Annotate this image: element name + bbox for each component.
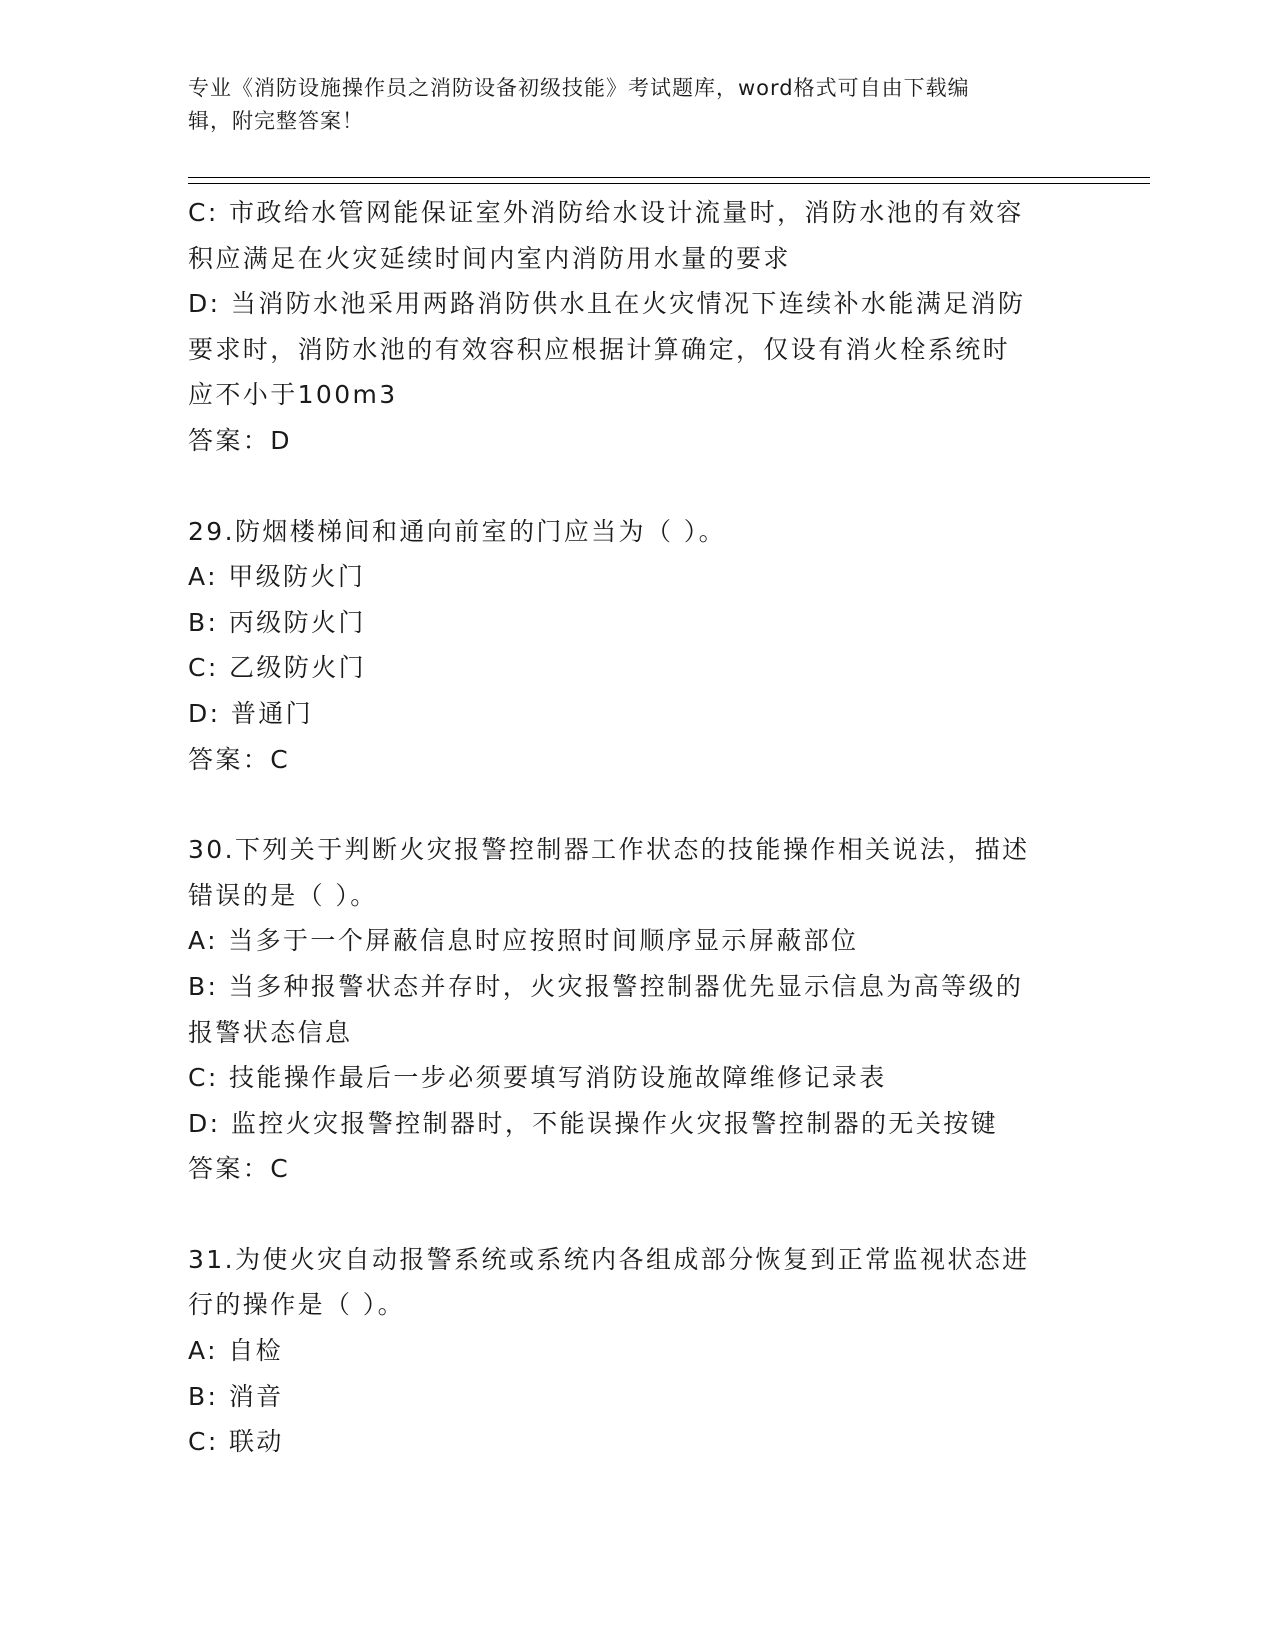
header-divider-bottom (188, 183, 1150, 184)
question-30 (188, 827, 1088, 1192)
option-line: 应不小于100m3 (188, 380, 398, 410)
spacer (188, 1192, 1088, 1237)
continuation-block (188, 190, 1088, 464)
header-line: 辑，附完整答案！ (188, 109, 364, 133)
question-stem: 29.防烟楼梯间和通向前室的门应当为（ ）。 (188, 516, 727, 546)
header-divider-top (188, 177, 1150, 178)
spacer (188, 782, 1088, 827)
question-stem: 30.下列关于判断火灾报警控制器工作状态的技能操作相关说法，描述 (188, 835, 1030, 865)
option-a: A: 当多于一个屏蔽信息时应按照时间顺序显示屏蔽部位 (188, 926, 859, 956)
option-line: D: 当消防水池采用两路消防供水且在火灾情况下连续补水能满足消防 (188, 289, 1026, 319)
option-a: A: 自检 (188, 1336, 284, 1366)
option-d: D: 普通门 (188, 698, 314, 728)
option-b: B: 丙级防火门 (188, 607, 366, 637)
question-stem: 错误的是（ ）。 (188, 880, 378, 910)
option-line: 要求时，消防水池的有效容积应根据计算确定，仅设有消火栓系统时 (188, 334, 1011, 364)
question-stem: 31.为使火灾自动报警系统或系统内各组成部分恢复到正常监视状态进 (188, 1244, 1030, 1274)
answer-line: 答案：C (188, 744, 291, 774)
header-line: 专业《消防设施操作员之消防设备初级技能》考试题库，word格式可自由下载编 (188, 76, 970, 100)
option-b: B: 当多种报警状态并存时，火灾报警控制器优先显示信息为高等级的 (188, 971, 1024, 1001)
spacer (188, 464, 1088, 509)
option-c: C: 乙级防火门 (188, 653, 367, 683)
question-content (188, 190, 1088, 1465)
answer-line: 答案：D (188, 425, 292, 455)
option-line: 积应满足在火灾延续时间内室内消防用水量的要求 (188, 243, 791, 273)
question-31 (188, 1237, 1088, 1465)
option-a: A: 甲级防火门 (188, 562, 366, 592)
option-c: C: 技能操作最后一步必须要填写消防设施故障维修记录表 (188, 1063, 887, 1093)
question-29 (188, 509, 1088, 783)
option-c: C: 联动 (188, 1427, 284, 1457)
option-b: B: 消音 (188, 1381, 284, 1411)
option-b-continued: 报警状态信息 (188, 1017, 353, 1047)
question-stem: 行的操作是（ ）。 (188, 1290, 406, 1320)
option-line: C: 市政给水管网能保证室外消防给水设计流量时，消防水池的有效容 (188, 198, 1024, 227)
document-header (188, 72, 1068, 138)
option-d: D: 监控火灾报警控制器时，不能误操作火灾报警控制器的无关按键 (188, 1108, 999, 1138)
answer-line: 答案：C (188, 1154, 291, 1184)
